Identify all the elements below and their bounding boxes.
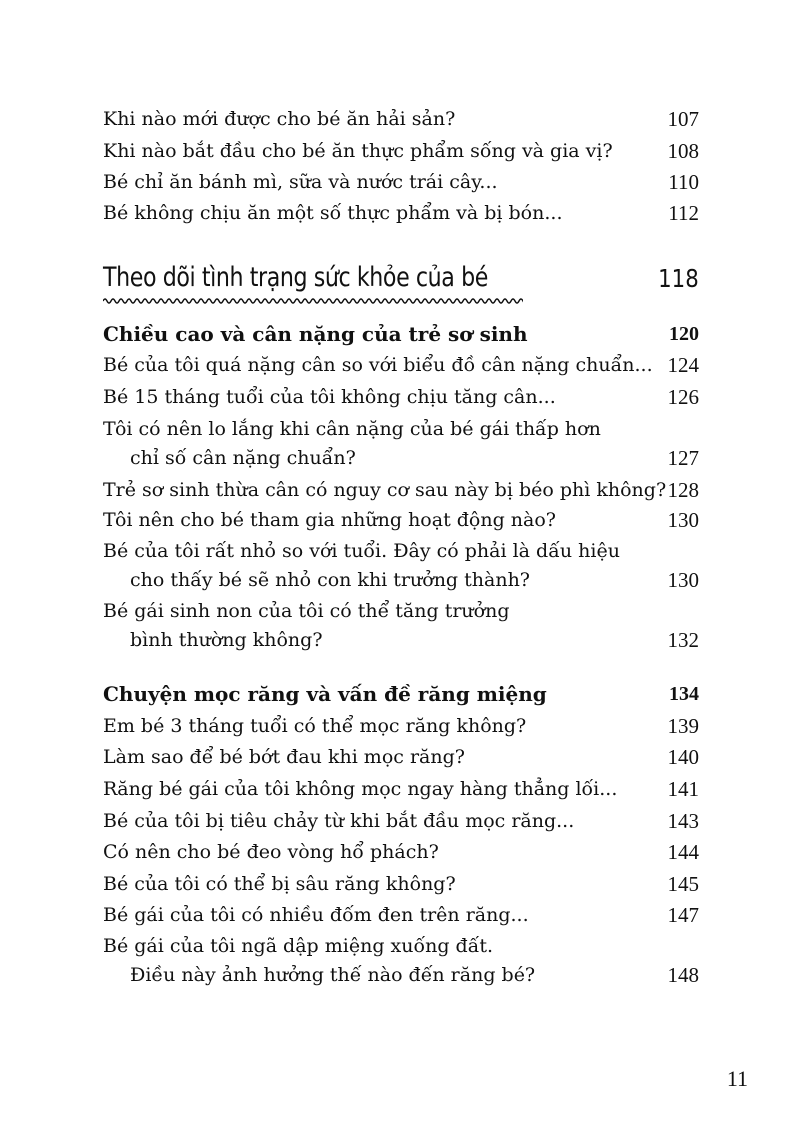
toc-entry-page: 132 (667, 628, 699, 652)
toc-entry-page: 127 (667, 446, 699, 470)
toc-entry-page: 130 (667, 508, 699, 532)
section-title: Chuyện mọc răng và vấn đề răng miệng (103, 682, 547, 706)
toc-entry-text: Bé gái của tôi có nhiều đốm đen trên răng... (103, 904, 529, 926)
toc-entry-page: 108 (667, 139, 699, 163)
toc-entry-text: Trẻ sơ sinh thừa cân có nguy cơ sau này bị béo phì không? (103, 479, 667, 501)
toc-entry-page: 143 (667, 809, 699, 833)
toc-entry-text: Làm sao để bé bớt đau khi mọc răng? (103, 746, 465, 768)
toc-entry-text: Bé 15 tháng tuổi của tôi không chịu tăng cân... (103, 386, 556, 408)
toc-entry-page: 130 (667, 568, 699, 592)
toc-entry-page: 126 (667, 385, 699, 409)
section-title: Chiều cao và cân nặng của trẻ sơ sinh (103, 322, 528, 346)
toc-entry-text: Bé không chịu ăn một số thực phẩm và bị bón... (103, 202, 563, 224)
toc-entry-text: Tôi nên cho bé tham gia những hoạt động nào? (103, 509, 556, 531)
toc-entry-page: 112 (668, 201, 699, 225)
toc-entry-page: 139 (667, 714, 699, 738)
section-page: 120 (669, 323, 699, 345)
toc-entry-page: 147 (667, 903, 699, 927)
toc-entry-page: 128 (667, 478, 699, 502)
toc-entry-text: bình thường không? (130, 629, 323, 651)
toc-entry-page: 144 (667, 840, 699, 864)
toc-entry-text: Có nên cho bé đeo vòng hổ phách? (103, 841, 439, 863)
toc-entry-text: Em bé 3 tháng tuổi có thể mọc răng không? (103, 715, 527, 737)
section-page: 134 (669, 683, 699, 705)
toc-entry-page: 141 (667, 777, 699, 801)
toc-entry-text: Khi nào bắt đầu cho bé ăn thực phẩm sống và gia vị? (103, 140, 613, 162)
chapter-page: 118 (658, 264, 699, 293)
wavy-underline (103, 296, 523, 306)
toc-entry-page: 107 (667, 107, 699, 131)
toc-entry-page: 110 (668, 170, 699, 194)
toc-entry-page: 148 (667, 963, 699, 987)
toc-entry-page: 145 (667, 872, 699, 896)
toc-entry-page: 124 (667, 353, 699, 377)
toc-entry-text: Bé gái sinh non của tôi có thể tăng trưởng (103, 600, 510, 622)
toc-entry-text: Bé chỉ ăn bánh mì, sữa và nước trái cây... (103, 171, 498, 193)
toc-entry-page: 140 (667, 745, 699, 769)
toc-entry-text: Bé gái của tôi ngã dập miệng xuống đất. (103, 935, 494, 957)
toc-entry-text: chỉ số cân nặng chuẩn? (130, 447, 356, 469)
toc-entry-text: Bé của tôi có thể bị sâu răng không? (103, 873, 456, 895)
toc-entry-text: cho thấy bé sẽ nhỏ con khi trưởng thành? (130, 569, 530, 591)
chapter-title: Theo dõi tình trạng sức khỏe của bé (103, 262, 488, 293)
toc-entry-text: Tôi có nên lo lắng khi cân nặng của bé gái thấp hơn (103, 418, 601, 440)
toc-entry-text: Bé của tôi rất nhỏ so với tuổi. Đây có phải là dấu hiệu (103, 540, 620, 562)
toc-entry-text: Khi nào mới được cho bé ăn hải sản? (103, 108, 456, 130)
toc-entry-text: Điều này ảnh hưởng thế nào đến răng bé? (130, 964, 536, 986)
page-number: 11 (726, 1066, 748, 1091)
toc-entry-text: Bé của tôi quá nặng cân so với biểu đồ cân nặng chuẩn... (103, 354, 653, 376)
toc-entry-text: Bé của tôi bị tiêu chảy từ khi bắt đầu mọc răng... (103, 810, 575, 832)
toc-entry-text: Răng bé gái của tôi không mọc ngay hàng thẳng lối... (103, 778, 618, 800)
